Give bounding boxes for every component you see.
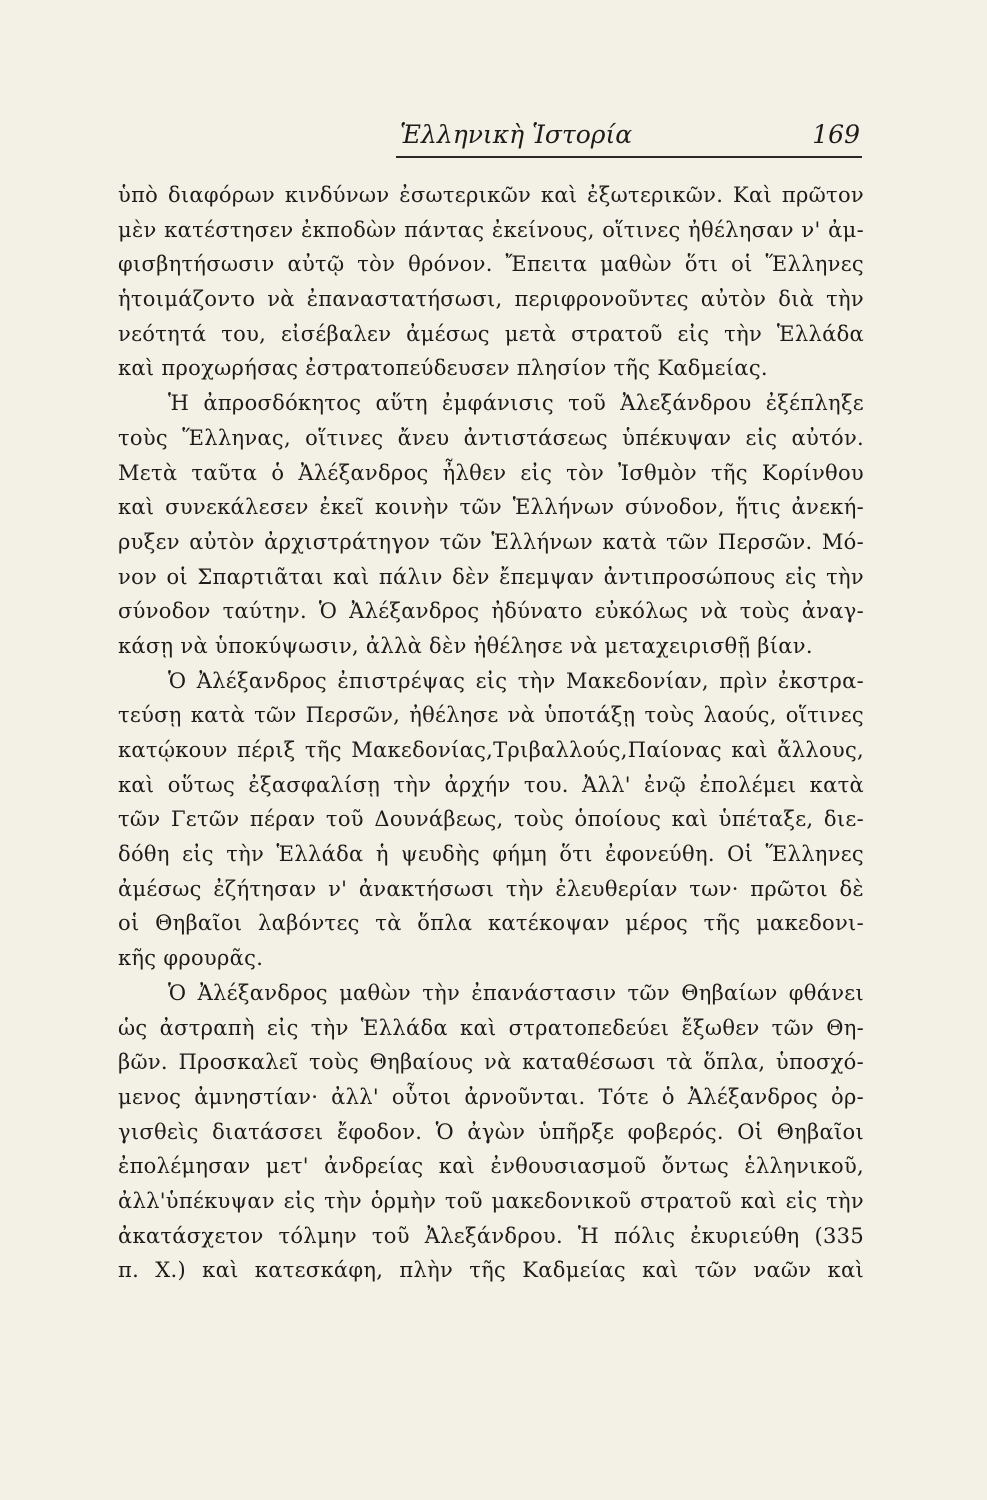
text-line: καὶ προχωρήσας ἐστρατοπεύδευσεν πλησίον τῆς Καδμείας.: [118, 356, 768, 381]
text-line: ἀμέσως ἐζήτησαν ν' ἀνακτήσωσι τὴν ἐλευθερίαν των· πρῶτοι δὲ: [118, 876, 864, 901]
text-line: ρυξεν αὐτὸν ἀρχιστράτηγον τῶν Ἑλλήνων κατὰ τῶν Περσῶν. Μό-: [118, 529, 864, 554]
text-line: βῶν. Προσκαλεῖ τοὺς Θηβαίους νὰ καταθέσωσι τὰ ὅπλα, ὑποσχό-: [118, 1050, 864, 1075]
text-line: νον οἱ Σπαρτιᾶται καὶ πάλιν δὲν ἔπεμψαν ἀντιπροσώπους εἰς τὴν: [118, 564, 864, 589]
text-line: Ὁ Ἀλέξανδρος ἐπιστρέψας εἰς τὴν Μακεδονίαν, πρὶν ἐκστρα-: [168, 668, 864, 693]
text-line: τῶν Γετῶν πέραν τοῦ Δουνάβεως, τοὺς ὁποίους καὶ ὑπέταξε, διε-: [118, 807, 864, 832]
body-text: [118, 178, 864, 1288]
text-line: π. Χ.) καὶ κατεσκάφη, πλὴν τῆς Καδμείας καὶ τῶν ναῶν καὶ: [118, 1258, 864, 1283]
text-line: γισθεὶς διατάσσει ἔφοδον. Ὁ ἀγὼν ὑπῆρξε φοβερός. Οἱ Θηβαῖοι: [118, 1119, 864, 1144]
text-line: καὶ οὕτως ἐξασφαλίσῃ τὴν ἀρχήν του. Ἀλλ' ἐνῷ ἐπολέμει κατὰ: [118, 772, 864, 797]
text-line: ἐπολέμησαν μετ' ἀνδρείας καὶ ἐνθουσιασμοῦ ὄντως ἑλληνικοῦ,: [118, 1154, 864, 1179]
text-line: μὲν κατέστησεν ἐκποδὼν πάντας ἐκείνους, οἵτινες ἠθέλησαν ν' ἀμ-: [118, 217, 864, 242]
text-line: κάσῃ νὰ ὑποκύψωσιν, ἀλλὰ δὲν ἠθέλησε νὰ μεταχειρισθῇ βίαν.: [118, 633, 813, 658]
text-line: καὶ συνεκάλεσεν ἐκεῖ κοινὴν τῶν Ἑλλήνων σύνοδον, ἥτις ἀνεκή-: [118, 495, 864, 520]
text-line: μενος ἀμνηστίαν· ἀλλ' οὗτοι ἀρνοῦνται. Τότε ὁ Ἀλέξανδρος ὀρ-: [118, 1084, 864, 1109]
text-line: ὡς ἀστραπὴ εἰς τὴν Ἑλλάδα καὶ στρατοπεδεύει ἔξωθεν τῶν Θη-: [118, 1015, 864, 1040]
text-line: Ὁ Ἀλέξανδρος μαθὼν τὴν ἐπανάστασιν τῶν Θηβαίων φθάνει: [168, 980, 864, 1005]
running-head: [390, 118, 860, 152]
text-line: τοὺς Ἕλληνας, οἵτινες ἄνευ ἀντιστάσεως ὑπέκυψαν εἰς αὐτόν.: [118, 425, 864, 450]
text-line: ἀλλ'ὑπέκυψαν εἰς τὴν ὁρμὴν τοῦ μακεδονικοῦ στρατοῦ καὶ εἰς τὴν: [118, 1188, 864, 1213]
text-line: κῆς φρουρᾶς.: [118, 946, 264, 971]
text-line: φισβητήσωσιν αὐτῷ τὸν θρόνον. Ἔπειτα μαθὼν ὅτι οἱ Ἕλληνες: [118, 252, 864, 277]
text-line: Ἡ ἀπροσδόκητος αὕτη ἐμφάνισις τοῦ Ἀλεξάνδρου ἐξέπληξε: [168, 391, 864, 416]
text-line: Μετὰ ταῦτα ὁ Ἀλέξανδρος ἦλθεν εἰς τὸν Ἰσθμὸν τῆς Κορίνθου: [118, 460, 864, 485]
text-line: τεύσῃ κατὰ τῶν Περσῶν, ἠθέλησε νὰ ὑποτάξῃ τοὺς λαούς, οἵτινες: [118, 703, 864, 728]
text-line: οἱ Θηβαῖοι λαβόντες τὰ ὅπλα κατέκοψαν μέρος τῆς μακεδονι-: [118, 911, 864, 936]
text-line: δόθη εἰς τὴν Ἑλλάδα ἡ ψευδὴς φήμη ὅτι ἐφονεύθη. Οἱ Ἕλληνες: [118, 842, 864, 867]
running-title: Ἑλληνικὴ Ἱστορία: [400, 120, 633, 149]
text-line: σύνοδον ταύτην. Ὁ Ἀλέξανδρος ἠδύνατο εὐκόλως νὰ τοὺς ἀναγ-: [118, 599, 864, 624]
page-number: 169: [812, 120, 860, 149]
text-line: κατῴκουν πέριξ τῆς Μακεδονίας,Τριβαλλούς,Παίονας καὶ ἄλλους,: [118, 738, 864, 762]
text-line: νεότητά του, εἰσέβαλεν ἀμέσως μετὰ στρατοῦ εἰς τὴν Ἑλλάδα: [118, 321, 864, 346]
text-line: ἀκατάσχετον τόλμην τοῦ Ἀλεξάνδρου. Ἡ πόλις ἐκυριεύθη (335: [118, 1223, 864, 1248]
text-line: ἡτοιμάζοντο νὰ ἐπαναστατήσωσι, περιφρονοῦντες αὐτὸν διὰ τὴν: [118, 287, 864, 312]
header-rule: [396, 156, 862, 158]
text-line: ὑπὸ διαφόρων κινδύνων ἐσωτερικῶν καὶ ἐξωτερικῶν. Καὶ πρῶτον: [118, 183, 864, 207]
